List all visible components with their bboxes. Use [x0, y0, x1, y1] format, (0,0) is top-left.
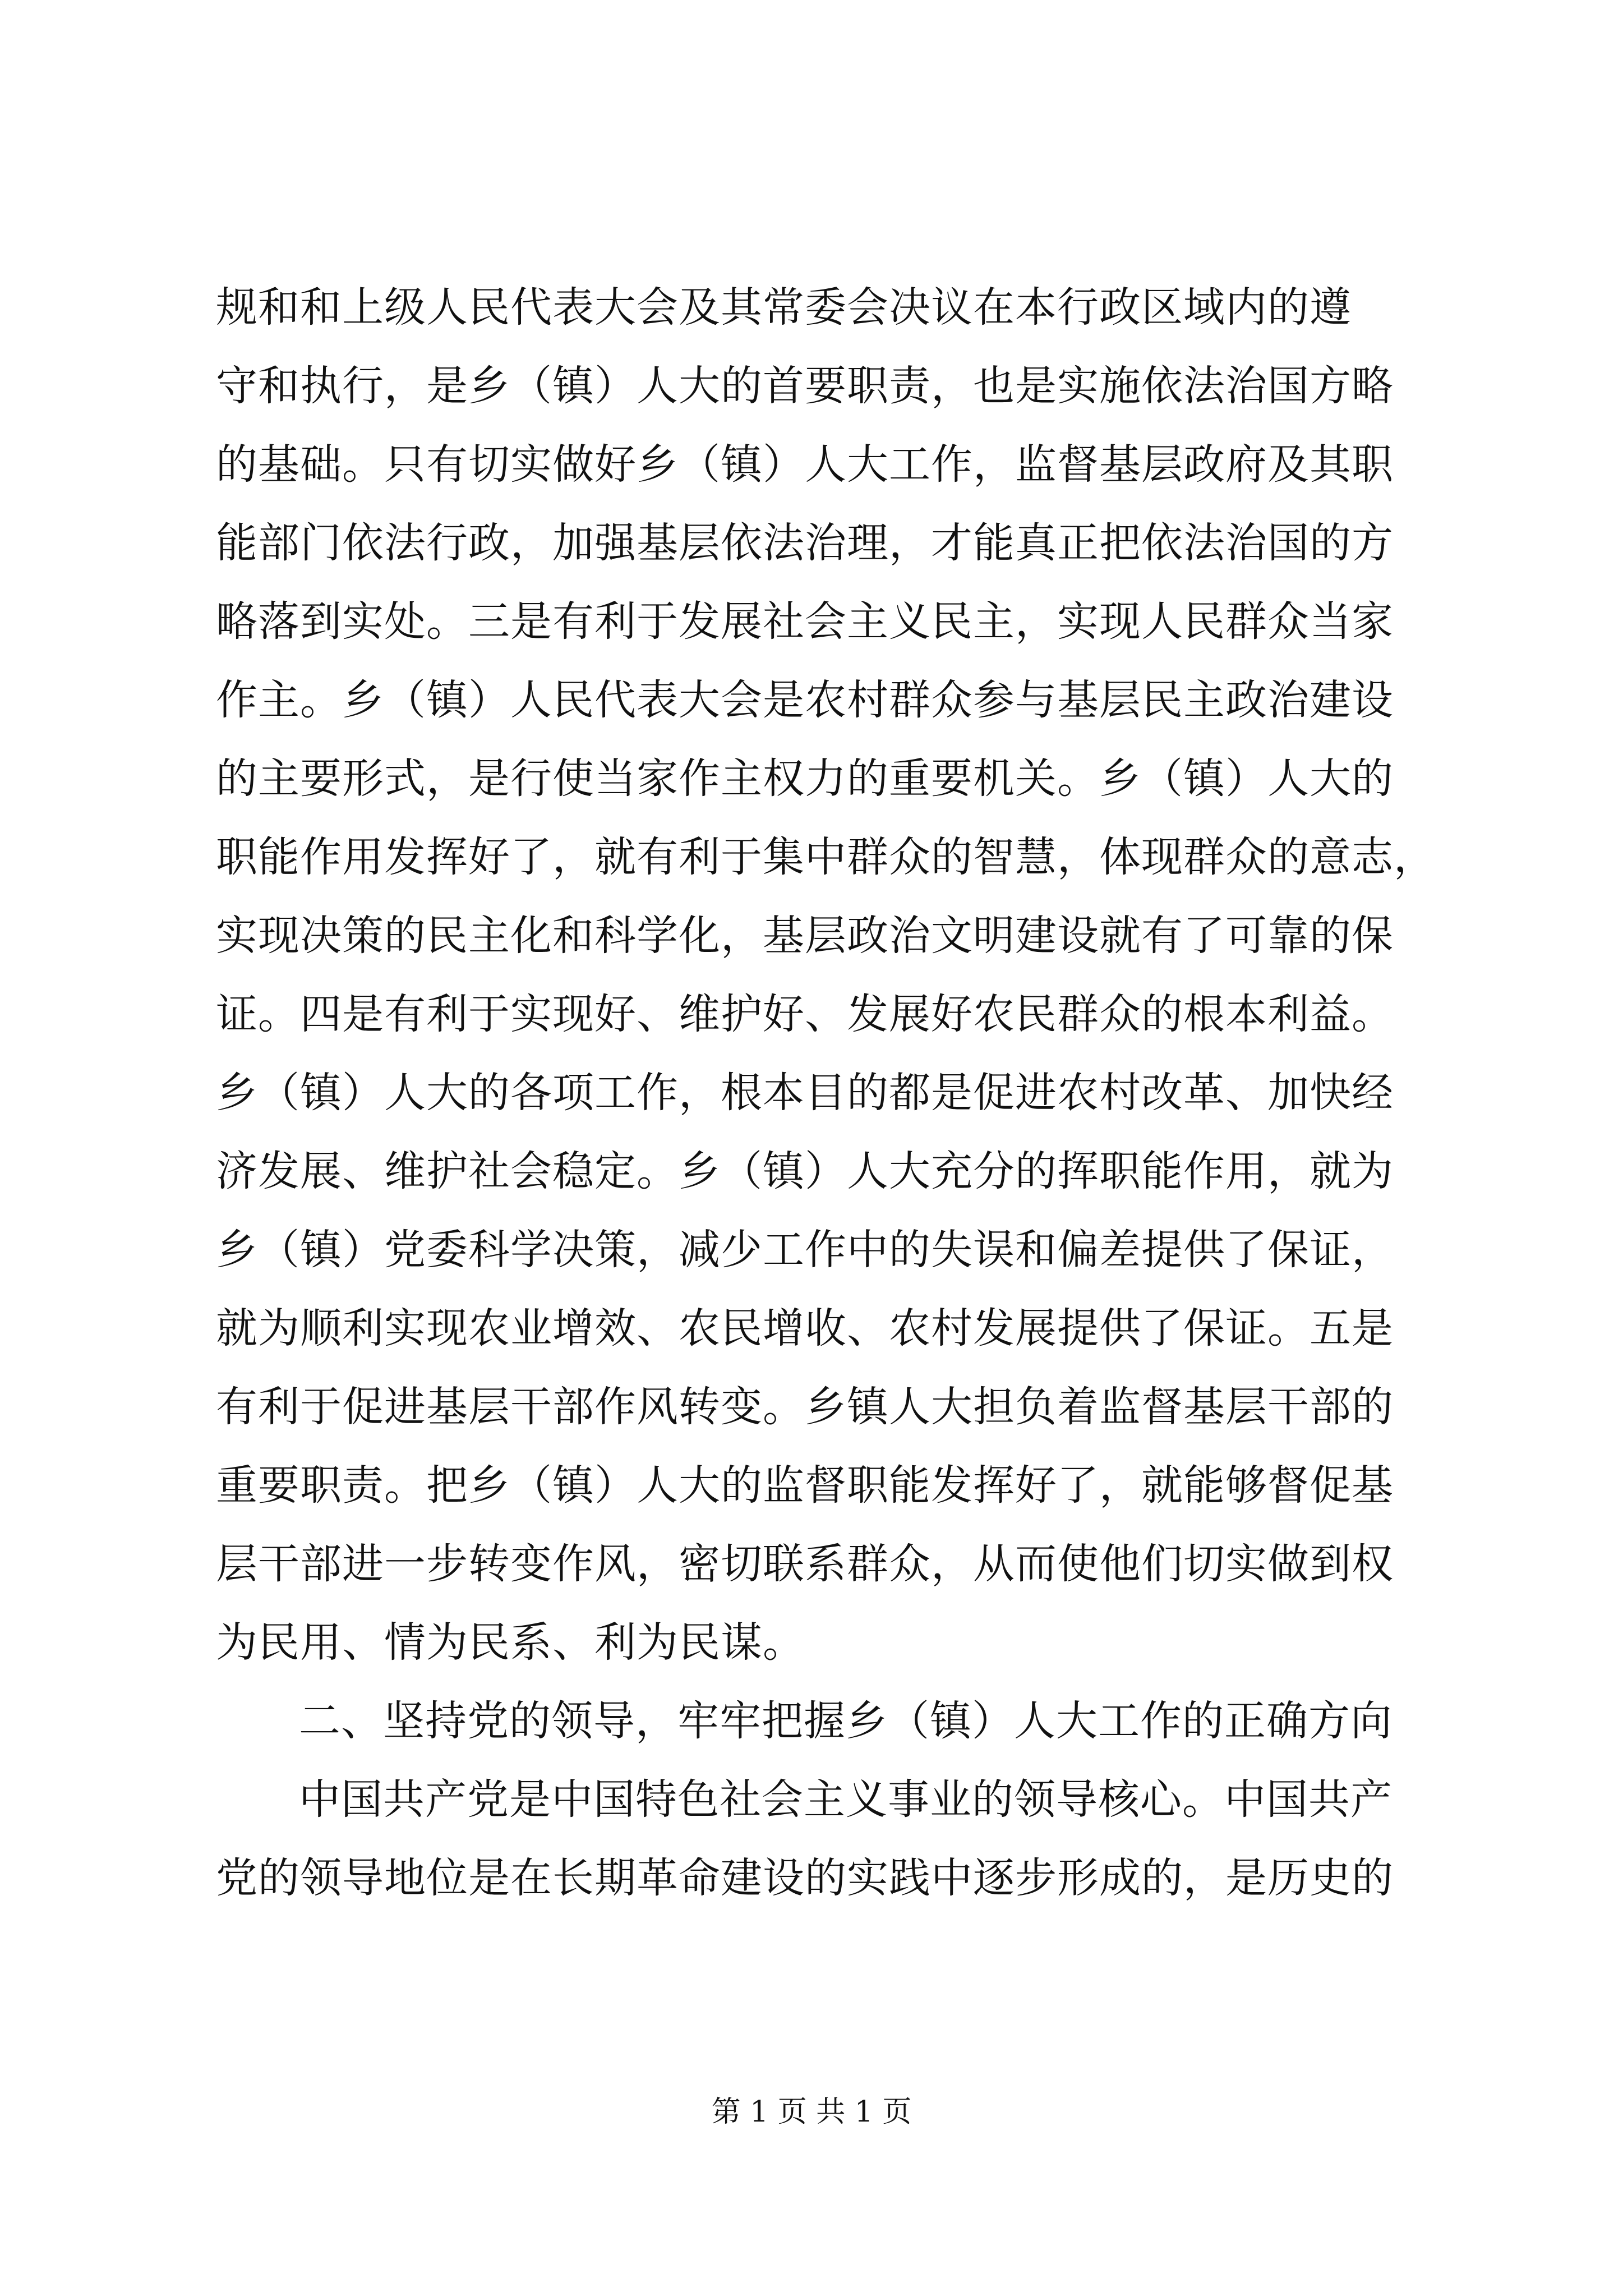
- paragraph-line: 就为顺利实现农业增效、农民增收、农村发展提供了保证。五是: [216, 1304, 1394, 1352]
- paragraph-line: 的基础。只有切实做好乡（镇）人大工作，监督基层政府及其职: [216, 440, 1394, 489]
- paragraph-line: 实现决策的民主化和科学化，基层政治文明建设就有了可靠的保: [216, 912, 1394, 960]
- paragraph-line: 为民用、情为民系、利为民谋。: [216, 1618, 805, 1667]
- paragraph-line: 党的领导地位是在长期革命建设的实践中逐步形成的，是历史的: [216, 1854, 1394, 1902]
- paragraph-line: 作主。乡（镇）人民代表大会是农村群众参与基层民主政治建设: [216, 676, 1394, 724]
- paragraph-line: 乡（镇）党委科学决策，减少工作中的失误和偏差提供了保证，: [216, 1226, 1394, 1274]
- paragraph-line-indented: 二、坚持党的领导，牢牢把握乡（镇）人大工作的正确方向: [299, 1697, 1393, 1745]
- paragraph-line-indented: 中国共产党是中国特色社会主义事业的领导核心。中国共产: [299, 1775, 1393, 1824]
- paragraph-line: 规和和上级人民代表大会及其常委会决议在本行政区域内的遵: [216, 283, 1352, 332]
- paragraph-line: 济发展、维护社会稳定。乡（镇）人大充分的挥职能作用，就为: [216, 1147, 1394, 1195]
- paragraph-line: 的主要形式，是行使当家作主权力的重要机关。乡（镇）人大的: [216, 754, 1394, 803]
- paragraph-line: 守和执行，是乡（镇）人大的首要职责，也是实施依法治国方略: [216, 362, 1394, 410]
- paragraph-line: 重要职责。把乡（镇）人大的监督职能发挥好了，就能够督促基: [216, 1461, 1394, 1510]
- paragraph-line: 层干部进一步转变作风，密切联系群众，从而使他们切实做到权: [216, 1540, 1394, 1588]
- paragraph-line: 有利于促进基层干部作风转变。乡镇人大担负着监督基层干部的: [216, 1383, 1394, 1431]
- paragraph-line: 乡（镇）人大的各项工作，根本目的都是促进农村改革、加快经: [216, 1069, 1394, 1117]
- paragraph-line: 证。四是有利于实现好、维护好、发展好农民群众的根本利益。: [216, 990, 1394, 1038]
- body-text: [216, 268, 1436, 1917]
- paragraph-line: 职能作用发挥好了，就有利于集中群众的智慧，体现群众的意志，: [216, 833, 1436, 881]
- paragraph-line: 略落到实处。三是有利于发展社会主义民主，实现人民群众当家: [216, 597, 1394, 646]
- page-footer: 第 1 页 共 1 页: [711, 2095, 912, 2129]
- paragraph-line: 能部门依法行政，加强基层依法治理，才能真正把依法治国的方: [216, 519, 1394, 567]
